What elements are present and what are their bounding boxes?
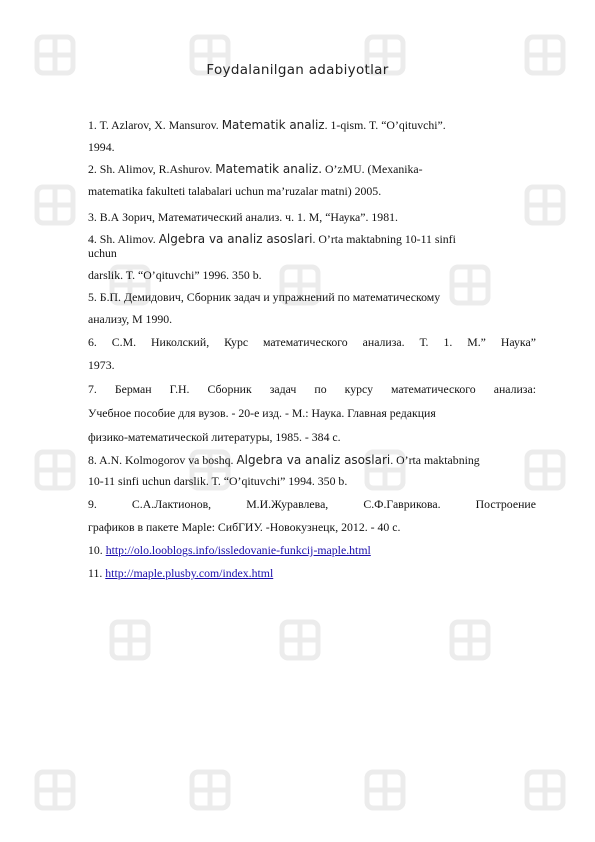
reference-4: [88, 232, 456, 247]
reference-6: [88, 335, 536, 350]
reference-10-number: 10.: [88, 543, 103, 557]
reference-4-title: Algebra va analiz asoslari: [158, 232, 313, 246]
reference-1-authors: 1. T. Azlarov, X. Mansurov.: [88, 118, 219, 132]
reference-7-word: Г.Н.: [169, 382, 190, 396]
reference-6-word: Курс: [224, 335, 249, 349]
reference-1-title: Matematik analiz: [221, 118, 325, 132]
reference-4-uchun: uchun: [88, 246, 117, 260]
reference-6-word: анализа.: [362, 335, 405, 349]
reference-7-word: курсу: [344, 382, 373, 396]
reference-1-details: . 1-qism. T. “O’qituvchi”.: [324, 118, 446, 132]
reference-6-word: С.М.: [111, 335, 137, 349]
reference-4-details: . O’rta maktabning 10-11 sinfi: [312, 232, 456, 246]
reference-7-word: 7.: [88, 382, 97, 396]
reference-11-link[interactable]: http://maple.plusby.com/index.html: [105, 566, 274, 580]
reference-4-continued: darslik. T. “O’qituvchi” 1996. 350 b.: [88, 268, 262, 282]
reference-2-title: Matematik analiz.: [215, 162, 323, 176]
reference-9-word: Построение: [475, 497, 536, 511]
reference-8-details: . O’rta maktabning: [390, 453, 480, 467]
reference-6-word: Наука”: [500, 335, 536, 349]
reference-4-authors: 4. Sh. Alimov.: [88, 232, 156, 246]
reference-1: [88, 118, 446, 133]
reference-1-year: 1994.: [88, 140, 115, 154]
reference-3: 3. В.А Зорич, Математический анализ. ч. 1. М, “Наука”. 1981.: [88, 210, 398, 224]
reference-9-word: С.Ф.Гаврикова.: [363, 497, 441, 511]
reference-2-continued: matematika fakulteti talabalari uchun ma’ruzalar matni) 2005.: [88, 184, 382, 198]
reference-7-word: Сборник: [207, 382, 252, 396]
reference-10-link[interactable]: http://olo.looblogs.info/issledovanie-funkcij-maple.html: [105, 543, 371, 557]
reference-9-continued: графиков в пакете Maple: СибГИУ. -Новокузнецк, 2012. - 40 с.: [88, 520, 401, 534]
reference-8-title: Algebra va analiz asoslari: [236, 453, 391, 467]
reference-7-word: по: [314, 382, 327, 396]
reference-9-word: М.И.Журавлева,: [246, 497, 329, 511]
reference-7-continued-2: физико-математической литературы, 1985. - 384 с.: [88, 430, 341, 444]
reference-7-word: математического: [391, 382, 476, 396]
reference-8: [88, 453, 480, 468]
reference-11: [88, 566, 273, 581]
reference-7-word: задач: [269, 382, 297, 396]
reference-6-word: 6.: [88, 335, 97, 349]
reference-9: [88, 497, 536, 512]
reference-2-authors: 2. Sh. Alimov, R.Ashurov.: [88, 162, 213, 176]
page-title: Foydalanilgan adabiyotlar: [206, 62, 389, 78]
reference-5-continued: анализу, M 1990.: [88, 312, 173, 326]
reference-7-continued: Учебное пособие для вузов. - 20-е изд. - М.: Наука. Главная редакция: [88, 406, 436, 420]
reference-9-word: 9.: [88, 497, 97, 511]
reference-7: [88, 382, 536, 397]
reference-6-year: 1973.: [88, 358, 115, 372]
reference-7-word: анализа:: [493, 382, 536, 396]
reference-11-number: 11.: [88, 566, 103, 580]
reference-9-word: С.А.Лактионов,: [131, 497, 212, 511]
reference-5: 5. Б.П. Демидович, Сборник задач и упражнений по математическому: [88, 290, 441, 304]
reference-10: [88, 543, 371, 558]
reference-6-word: 1.: [443, 335, 453, 349]
reference-2-details: O’zMU. (Mexanika-: [324, 162, 423, 176]
reference-8-continued: 10-11 sinfi uchun darslik. T. “O’qituvchi” 1994. 350 b.: [88, 474, 348, 488]
reference-6-word: Т.: [419, 335, 429, 349]
reference-7-word: Берман: [114, 382, 152, 396]
reference-2: [88, 162, 423, 177]
reference-6-word: Николский,: [151, 335, 210, 349]
reference-6-word: математического: [263, 335, 348, 349]
reference-8-authors: 8. A.N. Kolmogorov va boshq.: [88, 453, 234, 467]
reference-6-word: М.”: [467, 335, 486, 349]
